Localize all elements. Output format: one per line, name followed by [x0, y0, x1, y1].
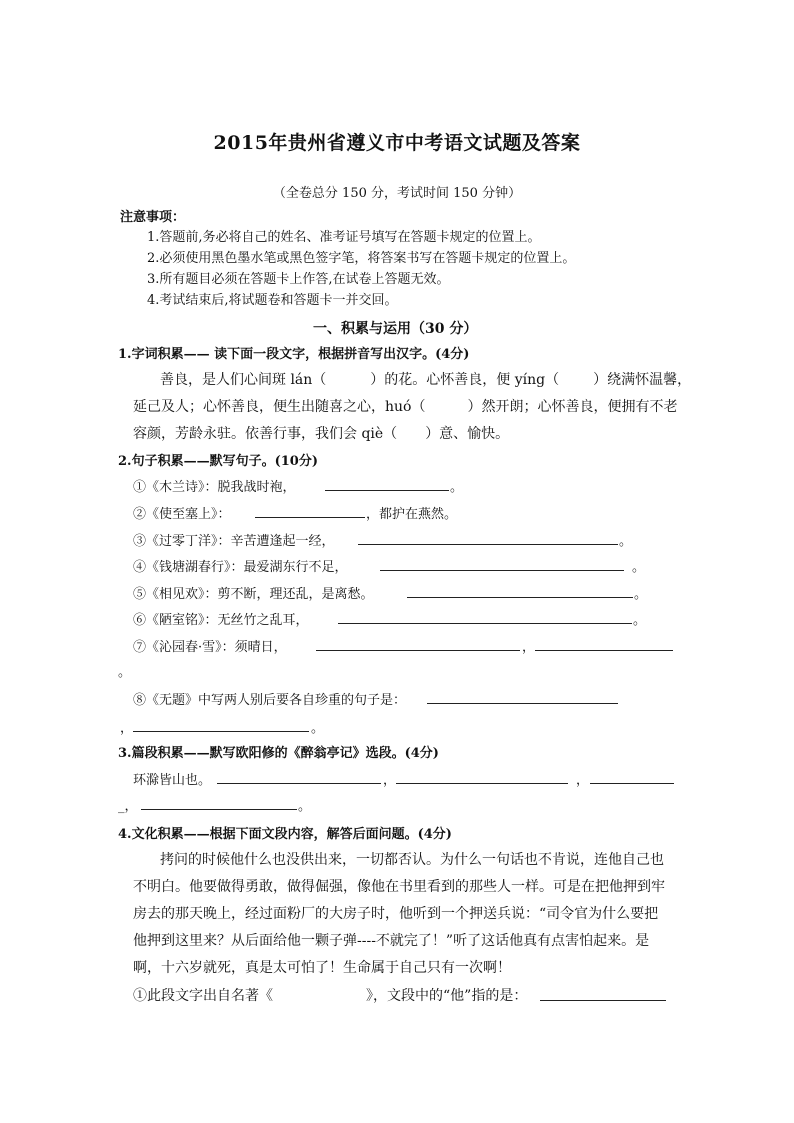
- q2-answer-line-2[interactable]: [255, 517, 365, 518]
- q2-answer-line-8b[interactable]: [133, 731, 309, 732]
- q4-passage-line: 他押到这里来？从后面给他一颗子弹----不就完了！”听了这话他真有点害怕起来。是: [133, 933, 650, 949]
- q1-text: 延己及人；心怀善良，便生出随喜之心，huó（: [133, 399, 426, 415]
- q2-answer-line-1[interactable]: [325, 490, 449, 491]
- q2-item-7-comma: ，: [522, 640, 536, 655]
- q1-line-1: [160, 369, 691, 389]
- q4-book-blank[interactable]: [293, 985, 365, 1001]
- question-2-heading: 2.句子积累——默写句子。(10分): [118, 454, 318, 469]
- page-title: 2015年贵州省遵义市中考语文试题及答案: [213, 132, 581, 154]
- q3-comma: ，: [383, 773, 397, 788]
- notice-item: 2.必须使用黑色墨水笔或黑色签字笔，将答案书写在答题卡规定的位置上。: [147, 251, 576, 266]
- q3-tail: _，: [118, 799, 138, 814]
- q2-item-7-text: ⑦《沁园春·雪》：须晴日，: [133, 640, 287, 655]
- q2-item-8-comma: ，: [120, 721, 134, 736]
- q4-passage-line: 不明白。他要做得勇敢，做得倔强，像他在书里看到的那些人一样。可是在把他押到牢: [133, 879, 665, 895]
- q2-answer-line-5[interactable]: [407, 597, 633, 598]
- q2-item-4-end: 。: [632, 560, 646, 575]
- q2-item-5-text: ⑤《相见欢》：剪不断，理还乱，是离愁。: [133, 587, 374, 602]
- q2-item-1-text: ①《木兰诗》：脱我战时袍，: [133, 480, 296, 495]
- q4-question-text: ①此段文字出自名著《: [133, 988, 273, 1004]
- q4-answer-line[interactable]: [540, 1000, 666, 1001]
- q3-answer-line-1[interactable]: [217, 783, 381, 784]
- q3-answer-line-4[interactable]: [141, 809, 297, 810]
- q2-item-2-end: ，都护在燕然。: [366, 507, 458, 522]
- notice-item: 1.答题前,务必将自己的姓名、准考证号填写在答题卡规定的位置上。: [147, 230, 541, 245]
- q2-answer-line-7a[interactable]: [316, 650, 520, 651]
- q4-question-text-2: 》，文段中的“他”指的是：: [366, 988, 528, 1004]
- q2-item-8-end: 。: [311, 721, 325, 736]
- q3-answer-line-3[interactable]: [590, 783, 674, 784]
- q2-item-5-end: 。: [634, 587, 648, 602]
- q1-text: ）的花。心怀善良，便 yíng（: [370, 372, 560, 388]
- q4-passage-line: 房去的那天晚上，经过面粉厂的大房子时，他听到一个押送兵说：“司令官为什么要把: [133, 906, 659, 922]
- notice-item: 4.考试结束后,将试题卷和答题卡一并交回。: [147, 293, 398, 308]
- notice-heading: 注意事项：: [120, 210, 186, 225]
- q2-answer-line-4[interactable]: [380, 570, 624, 571]
- q2-item-7-end: 。: [118, 665, 132, 680]
- q4-passage-line: 啊，十六岁就死，真是太可怕了！生命属于自己只有一次啊！: [133, 960, 511, 976]
- q1-text: ）意、愉快。: [425, 426, 510, 442]
- q4-passage-line: 拷问的时候他什么也没供出来，一切都否认。为什么一句话也不肯说，连他自己也: [160, 852, 664, 868]
- exam-info: （全卷总分 150 分，考试时间 150 分钟）: [272, 186, 522, 201]
- q2-answer-line-3[interactable]: [358, 544, 618, 545]
- q2-item-8-text: ⑧《无题》中写两人别后要各自珍重的句子是：: [133, 693, 407, 708]
- question-4-heading: 4.文化积累——根据下面文段内容，解答后面问题。(4分): [118, 827, 452, 842]
- q1-text: 善良，是人们心间斑 lán（: [160, 372, 327, 388]
- q2-answer-line-8a[interactable]: [427, 703, 618, 704]
- q3-comma: ，: [576, 773, 590, 788]
- q1-text: ）然开朗；心怀善良，便拥有不老: [467, 399, 678, 415]
- q2-item-6-end: 。: [633, 613, 647, 628]
- notice-item: 3.所有题目必须在答题卡上作答,在试卷上答题无效。: [147, 272, 450, 287]
- q3-end: 。: [298, 799, 312, 814]
- q2-item-3-text: ③《过零丁洋》：辛苦遭逢起一经，: [133, 534, 335, 549]
- q1-text: ）绕满怀温馨，: [593, 372, 692, 388]
- q1-text: 容颜，芳龄永驻。依善行事，我们会 qiè（: [133, 426, 398, 442]
- question-1-heading: 1.字词积累—— 读下面一段文字，根据拼音写出汉字。(4分): [118, 347, 470, 362]
- q1-line-2: [133, 396, 677, 416]
- q2-item-1-end: 。: [450, 480, 464, 495]
- q2-item-3-end: 。: [619, 534, 633, 549]
- q2-item-4-text: ④《钱塘湖春行》：最爱湖东行不足，: [133, 560, 348, 575]
- section-heading: 一、积累与运用（30 分）: [313, 321, 478, 337]
- q2-item-6-text: ⑥《陋室铭》：无丝竹之乱耳，: [133, 613, 309, 628]
- question-3-heading: 3.篇段积累——默写欧阳修的《醉翁亭记》选段。(4分): [118, 746, 439, 761]
- q3-text: 环滁皆山也。: [133, 773, 212, 788]
- q3-answer-line-2[interactable]: [396, 783, 568, 784]
- q2-item-2-text: ②《使至塞上》：: [133, 507, 231, 522]
- q2-answer-line-6[interactable]: [338, 623, 632, 624]
- q1-line-3: [133, 423, 509, 443]
- q2-answer-line-7b[interactable]: [535, 650, 673, 651]
